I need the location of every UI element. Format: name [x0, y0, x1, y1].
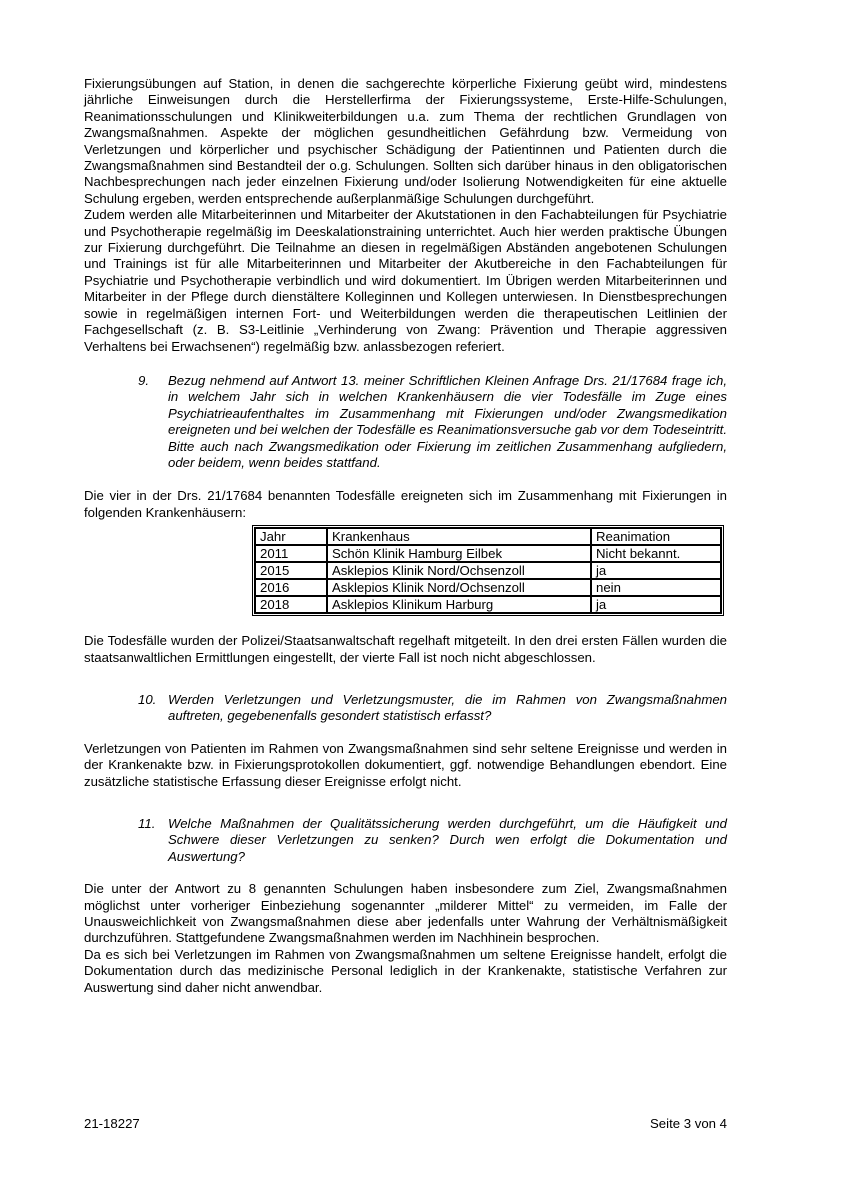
- question-11-text: Welche Maßnahmen der Qualitätssicherung werden durchgeführt, um die Häufigkeit und Schwere dieser Verletzungen zu senken? Durch wen erfolgt die Dokumentation und Auswertung?: [168, 816, 727, 864]
- table-row: [255, 596, 721, 613]
- table-cell: ja: [591, 596, 721, 613]
- answer-11-part1: Die unter der Antwort zu 8 genannten Schulungen haben insbesondere zum Ziel, Zwangsmaßnahmen möglichst unter vorheriger Einbeziehung sogenannter „milderer Mittel“ zu vermeiden, im Falle der Unausweichlichkeit von Zwangsmaßnahmen diese aber jedenfalls unter Wahrung der Verhältnismäßigkeit durchzuführen. Stattgefundene Zwangsmaßnahmen werden im Nachhinein besprochen.: [84, 881, 727, 946]
- answer-9-after: Die Todesfälle wurden der Polizei/Staatsanwaltschaft regelhaft mitgeteilt. In den drei ersten Fällen wurden die staatsanwaltlichen Ermittlungen eingestellt, der vierte Fall ist noch nicht abgeschlossen.: [84, 633, 727, 665]
- table-cell: Nicht bekannt.: [591, 545, 721, 562]
- question-9-text: Bezug nehmend auf Antwort 13. meiner Schriftlichen Kleinen Anfrage Drs. 21/17684 frage ich, in welchem Jahr sich in welchen Krankenhäusern die vier Todesfälle im Zuge eines Psychiatrieaufenthaltes im Zusammenhang mit Fixierungen und/oder Zwangsmedikation ereigneten und bei welchen der Todesfälle es Reanimationsversuche gab vor dem Todeseintritt. Bitte auch nach Zwangsmedikation oder Fixierung im zeitlichen Zusammenhang aufgliedern, oder beidem, wenn beides stattfand.: [168, 372, 727, 470]
- answer-10: Verletzungen von Patienten im Rahmen von Zwangsmaßnahmen sind sehr seltene Ereignisse und werden in der Krankenakte bzw. in Fixierungsprotokollen dokumentiert, ggf. notwendige Behandlungen ebendort. Eine zusätzliche statistische Erfassung dieser Ereignisse erfolgt nicht.: [84, 740, 727, 789]
- table-cell: 2018: [255, 596, 327, 613]
- table-header-cell: Krankenhaus: [327, 528, 591, 545]
- table-cell: ja: [591, 562, 721, 579]
- paragraph-schulungen: Fixierungsübungen auf Station, in denen die sachgerechte körperliche Fixierung geübt wird, mindestens jährliche Einweisungen durch die Herstellerfirma der Fixierungssysteme, Erste-Hilfe-Schulungen, Reanimationsschulungen und Klinikweiterbildungen u.a. zum Thema der rechtlichen Grundlagen von Zwangsmaßnahmen. Aspekte der möglichen gesundheitlichen Gefährdung bzw. Vermeidung von Verletzungen und körperlicher und psychischer Schädigung der Patientinnen und Patienten durch die Zwangsmaßnahmen sind Bestandteil der o.g. Schulungen. Sollten sich darüber hinaus in den obligatorischen Nachbesprechungen nach jeder einzelnen Fixierung und/oder Isolierung Notwendigkeiten für eine aktuelle Schulung ergeben, werden entsprechende außerplanmäßige Schulungen durchgeführt.: [84, 76, 727, 206]
- question-10-number: 10.: [138, 691, 157, 707]
- page-number: Seite 3 von 4: [650, 1116, 727, 1131]
- document-number: 21-18227: [84, 1116, 140, 1131]
- table-cell: nein: [591, 579, 721, 596]
- table-header-row: [255, 528, 721, 545]
- question-11: [84, 816, 727, 865]
- table-cell: Asklepios Klinik Nord/Ochsenzoll: [327, 579, 591, 596]
- question-9-number: 9.: [138, 372, 149, 388]
- question-10-text: Werden Verletzungen und Verletzungsmuster, die im Rahmen von Zwangsmaßnahmen auftreten, gegebenenfalls gesondert statistisch erfasst?: [168, 691, 727, 724]
- table-cell: Asklepios Klinik Nord/Ochsenzoll: [327, 562, 591, 579]
- todesfaelle-table: [252, 525, 724, 616]
- answer-11-part2: Da es sich bei Verletzungen im Rahmen von Zwangsmaßnahmen um seltene Ereignisse handelt, erfolgt die Dokumentation durch das medizinische Personal lediglich in der Krankenakte, statistische Verfahren zur Auswertung sind daher nicht anwendbar.: [84, 946, 727, 995]
- document-page: [84, 76, 727, 996]
- question-9: [84, 373, 727, 471]
- table-row: [255, 562, 721, 579]
- table-header-cell: Reanimation: [591, 528, 721, 545]
- paragraph-deeskalation: Zudem werden alle Mitarbeiterinnen und Mitarbeiter der Akutstationen in den Fachabteilungen für Psychiatrie und Psychotherapie regelmäßig im Deeskalationstraining unterrichtet. Auch hier werden praktische Übungen zur Fixierung durchgeführt. Die Teilnahme an diesen in regelmäßigen Abständen angebotenen Schulungen und Trainings ist für alle Mitarbeiterinnen und Mitarbeiter der Akutbereiche in den Fachabteilungen für Psychiatrie und Psychotherapie verbindlich und wird dokumentiert. Im Übrigen werden Mitarbeiterinnen und Mitarbeiter in der Pflege durch dienstältere Kolleginnen und Kollegen unterwiesen. In Dienstbesprechungen sowie in regelmäßigen internen Fort- und Weiterbildungen werden die therapeutischen Leitlinien der Fachgesellschaft (z. B. S3-Leitlinie „Verhinderung von Zwang: Prävention und Therapie aggressiven Verhaltens bei Erwachsenen“) regelmäßig bzw. anlassbezogen referiert.: [84, 207, 727, 354]
- table-cell: 2015: [255, 562, 327, 579]
- table-header-cell: Jahr: [255, 528, 327, 545]
- question-10: [84, 692, 727, 725]
- table-cell: 2016: [255, 579, 327, 596]
- answer-9-intro: Die vier in der Drs. 21/17684 benannten Todesfälle ereigneten sich im Zusammenhang mit Fixierungen in folgenden Krankenhäusern:: [84, 488, 727, 520]
- table-cell: 2011: [255, 545, 327, 562]
- table-row: [255, 579, 721, 596]
- table-row: [255, 545, 721, 562]
- question-11-number: 11.: [138, 816, 156, 831]
- table-cell: Asklepios Klinikum Harburg: [327, 596, 591, 613]
- table-cell: Schön Klinik Hamburg Eilbek: [327, 545, 591, 562]
